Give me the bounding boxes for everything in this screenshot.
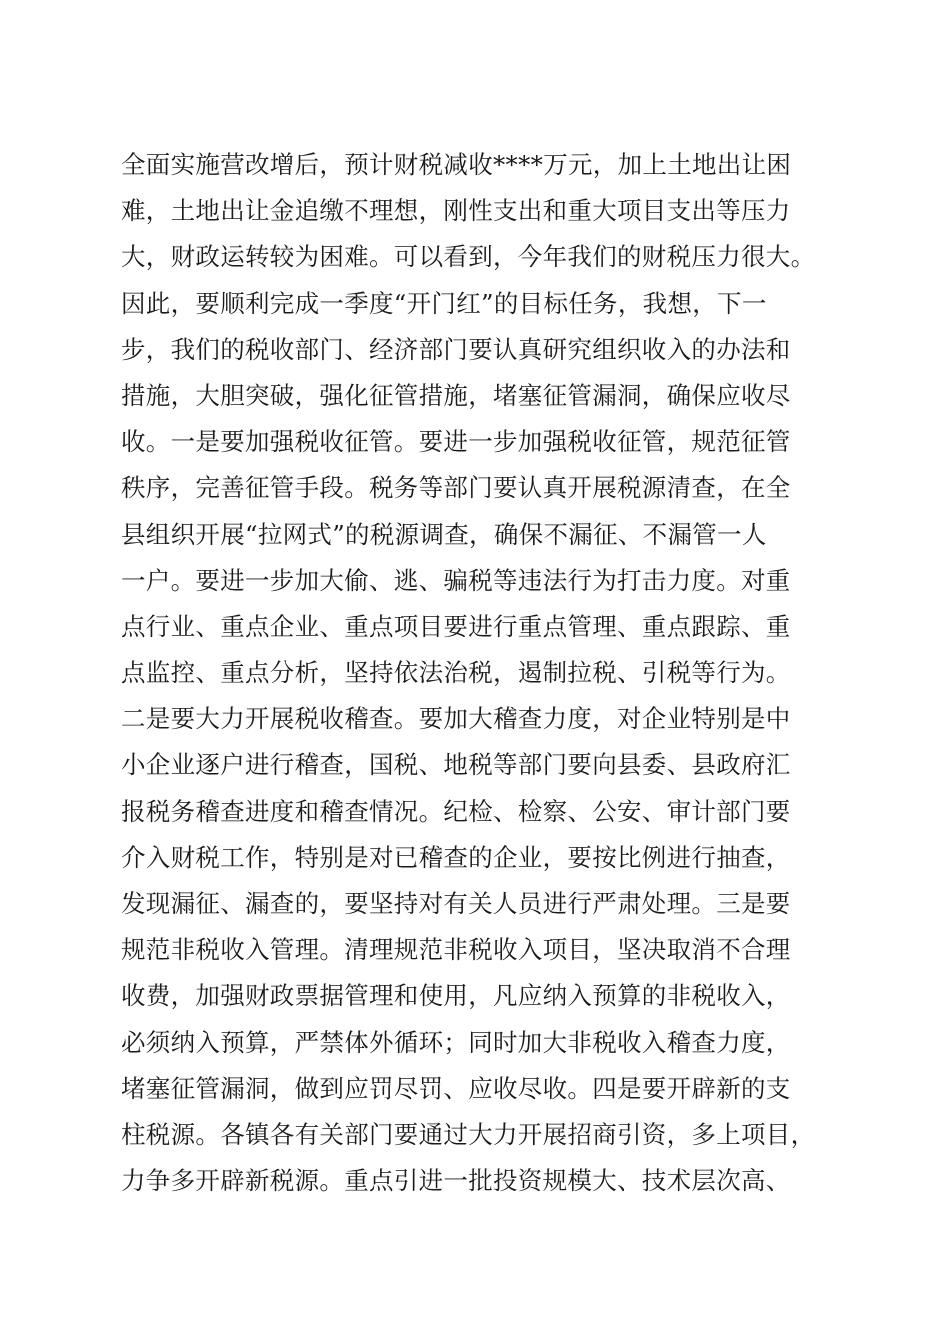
text-line: 规范非税收入管理。清理规范非税收入项目，坚决取消不合理	[121, 935, 791, 965]
text-line: 点行业、重点企业、重点项目要进行重点管理、重点跟踪、重	[121, 611, 791, 641]
text-line: 发现漏征、漏查的，要坚持对有关人员进行严肃处理。三是要	[121, 889, 791, 918]
text-line: 二是要大力开展税收稽查。要加大稽查力度，对企业特别是中	[121, 704, 791, 734]
text-line: 收。一是要加强税收征管。要进一步加强税收征管，规范征管	[121, 427, 791, 457]
text-line: 力争多开辟新税源。重点引进一批投资规模大、技术层次高、	[121, 1166, 791, 1196]
text-line: 点监控、重点分析，坚持依法治税，遏制拉税、引税等行为。	[121, 658, 791, 688]
text-line: 一户。要进一步加大偷、逃、骗税等违法行为打击力度。对重	[121, 565, 791, 595]
text-line: 介入财税工作，特别是对已稽查的企业，要按比例进行抽查，	[121, 842, 791, 872]
text-line: 必须纳入预算，严禁体外循环；同时加大非税收入稽查力度，	[121, 1027, 791, 1057]
text-line: 措施，大胆突破，强化征管措施，堵塞征管漏洞，确保应收尽	[121, 380, 791, 410]
text-line: 小企业逐户进行稽查，国税、地税等部门要向县委、县政府汇	[121, 750, 791, 780]
text-line: 步，我们的税收部门、经济部门要认真研究组织收入的办法和	[121, 334, 791, 364]
body-paragraph	[121, 142, 841, 1204]
text-line: 因此，要顺利完成一季度“开门红”的目标任务，我想，下一	[121, 288, 767, 318]
text-line: 报税务稽查进度和稽查情况。纪检、检察、公安、审计部门要	[121, 796, 791, 826]
text-line: 柱税源。各镇各有关部门要通过大力开展招商引资，多上项目，	[121, 1119, 816, 1149]
text-line: 秩序，完善征管手段。税务等部门要认真开展税源清查，在全	[121, 473, 791, 503]
text-line: 大，财政运转较为困难。可以看到，今年我们的财税压力很大。	[121, 242, 816, 272]
text-line: 县组织开展“拉网式”的税源调查，确保不漏征、不漏管一人	[121, 519, 767, 549]
text-line: 难，土地出让金追缴不理想，刚性支出和重大项目支出等压力	[121, 196, 791, 226]
text-line: 收费，加强财政票据管理和使用，凡应纳入预算的非税收入，	[121, 981, 791, 1011]
text-line: 全面实施营改增后，预计财税减收****万元，加上土地出让困	[121, 150, 792, 179]
text-line: 堵塞征管漏洞，做到应罚尽罚、应收尽收。四是要开辟新的支	[121, 1073, 791, 1103]
